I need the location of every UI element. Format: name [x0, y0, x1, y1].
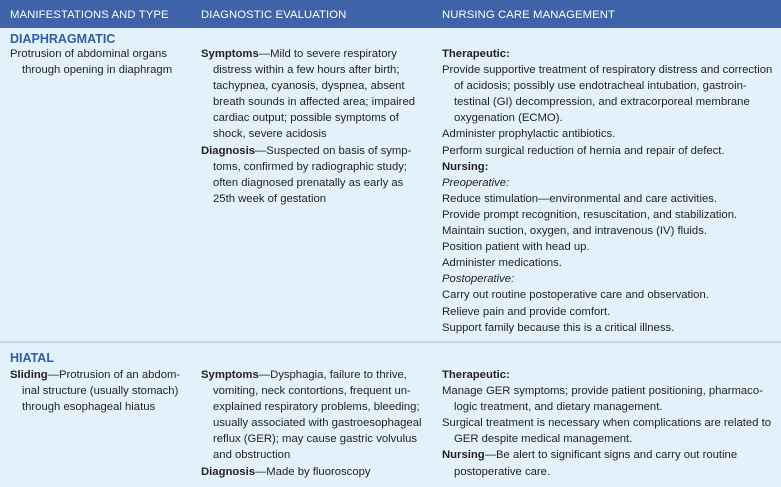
therapeutic-label: Therapeutic:: [442, 48, 510, 60]
therapeutic-heading: [442, 367, 777, 383]
diagnosis-line: toms, confirmed by radiographic study;: [213, 160, 408, 173]
sliding-line: through esophageal hiatus: [22, 401, 156, 414]
postoperative-label: Postoperative:: [442, 273, 515, 286]
sliding-line: inal structure (usually stomach): [22, 385, 179, 398]
sliding-label: Sliding: [10, 369, 48, 381]
symptoms-line: shock, severe acidosis: [213, 128, 327, 141]
care-line: Support family because this is a critical illness.: [442, 321, 675, 334]
symptoms-line: [201, 46, 436, 62]
diagnosis-line: 25th week of gestation: [213, 192, 327, 205]
section-title-diaphragmatic: DIAPHRAGMATIC: [10, 32, 116, 46]
diagnosis-label: Diagnosis: [201, 144, 255, 157]
care-line: Manage GER symptoms; provide patient positioning, pharmaco-: [442, 385, 763, 398]
hiatal-diagnostic: [201, 367, 436, 480]
manifestation-line: Protrusion of abdominal organs: [10, 48, 167, 60]
nursing-text: —Be alert to significant signs and carry out routine: [484, 449, 738, 462]
symptoms-line: cardiac output; possible symptoms of: [213, 112, 399, 125]
care-line: Surgical treatment is necessary when complications are related to: [442, 417, 772, 430]
care-line: Perform surgical reduction of hernia and repair of defect.: [442, 144, 725, 157]
symptoms-label: Symptoms: [201, 48, 259, 60]
care-line: Administer medications.: [442, 257, 562, 270]
header-manifestations: MANIFESTATIONS AND TYPE: [10, 9, 169, 21]
header-diagnostic: DIAGNOSTIC EVALUATION: [201, 9, 347, 21]
care-line: GER despite medical management.: [454, 433, 633, 446]
diagnosis-label: Diagnosis: [201, 465, 255, 478]
hiatal-nursing: [442, 367, 777, 480]
nursing-heading: [442, 159, 777, 175]
header-nursing: NURSING CARE MANAGEMENT: [442, 9, 616, 21]
nursing-label: Nursing:: [442, 160, 489, 173]
care-line: postoperative care.: [454, 465, 551, 478]
symptoms-line: tachypnea, cyanosis, dyspnea, absent: [213, 80, 405, 93]
diagnosis-line: [201, 464, 436, 480]
diaphragmatic-manifestation: [10, 46, 195, 78]
nursing-line: [442, 447, 777, 463]
care-line: Administer prophylactic antibiotics.: [442, 128, 616, 141]
symptoms-text: —Mild to severe respiratory: [258, 48, 397, 60]
symptoms-line: explained respiratory problems, bleeding;: [213, 401, 420, 414]
section-divider: [0, 341, 781, 343]
care-line: logic treatment, and dietary management.: [454, 401, 663, 414]
care-line: Carry out routine postoperative care and observation.: [442, 289, 709, 302]
therapeutic-label: Therapeutic:: [442, 369, 510, 381]
care-line: Relieve pain and provide comfort.: [442, 305, 611, 318]
care-line: of acidosis; possibly use endotracheal intubation, gastroin-: [454, 80, 747, 93]
symptoms-line: and obstruction: [213, 449, 291, 462]
preoperative-label: Preoperative:: [442, 176, 510, 189]
sliding-line: [10, 367, 195, 383]
manifestation-line: through opening in diaphragm: [22, 64, 173, 77]
care-line: Provide prompt recognition, resuscitation, and stabilization.: [442, 208, 738, 221]
nursing-label: Nursing: [442, 449, 485, 462]
therapeutic-heading: [442, 46, 777, 62]
diaphragmatic-nursing: [442, 46, 777, 336]
diagnosis-line: [201, 143, 436, 159]
care-line: testinal (GI) decompression, and extracorporeal membrane: [454, 96, 750, 109]
symptoms-text: —Dysphagia, failure to thrive,: [258, 369, 407, 381]
diagnosis-line: often diagnosed prenatally as early as: [213, 176, 404, 189]
care-line: Provide supportive treatment of respiratory distress and correction: [442, 64, 773, 77]
diagnosis-text: —Suspected on basis of symp-: [255, 144, 412, 157]
symptoms-line: breath sounds in affected area; impaired: [213, 96, 416, 109]
section-title-hiatal: HIATAL: [10, 351, 54, 365]
symptoms-line: reflux (GER); may cause gastric volvulus: [213, 433, 418, 446]
care-line: Maintain suction, oxygen, and intravenous (IV) fluids.: [442, 225, 707, 238]
symptoms-line: [201, 367, 436, 383]
symptoms-line: vomiting, neck contortions, frequent un-: [213, 385, 411, 398]
care-line: Reduce stimulation—environmental and care activities.: [442, 192, 718, 205]
symptoms-line: usually associated with gastroesophageal: [213, 417, 422, 430]
care-line: oxygenation (ECMO).: [454, 112, 563, 125]
symptoms-line: distress within a few hours after birth;: [213, 64, 400, 77]
care-line: Position patient with head up.: [442, 241, 590, 254]
sliding-text: —Protrusion of an abdom-: [47, 369, 181, 381]
hiatal-manifestation: [10, 367, 195, 415]
symptoms-label: Symptoms: [201, 369, 259, 381]
table-header: [0, 0, 781, 28]
diagnosis-text: —Made by fluoroscopy: [255, 465, 371, 478]
diaphragmatic-diagnostic: [201, 46, 436, 207]
